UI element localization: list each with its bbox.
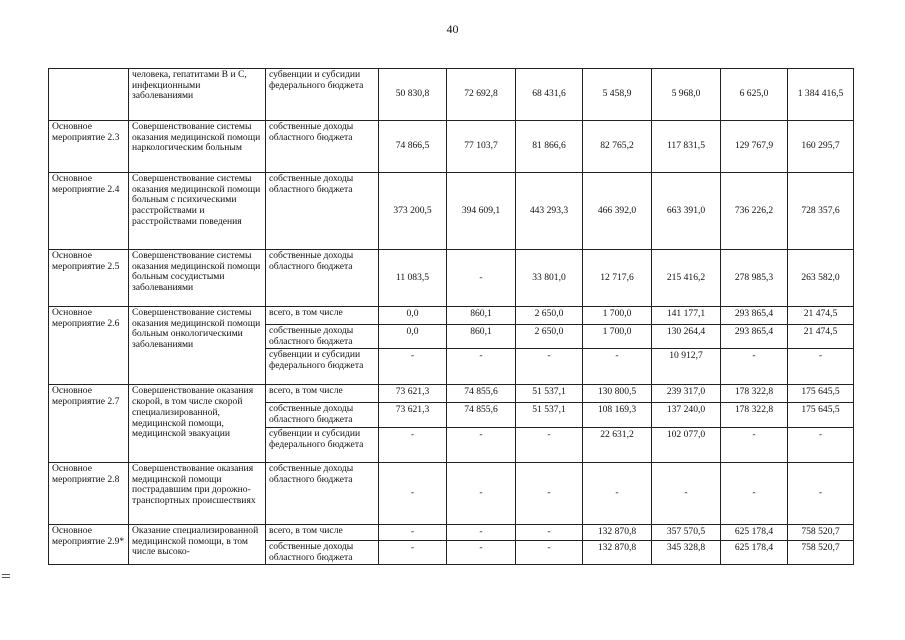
value-cell: -	[516, 524, 583, 540]
value-cell: 293 865,4	[721, 307, 788, 325]
value-cell: 51 537,1	[516, 403, 583, 427]
table-row	[49, 69, 854, 121]
value-cell: 130 264,4	[652, 325, 721, 349]
value-cell: 68 431,6	[516, 69, 583, 121]
value-cell: -	[379, 540, 447, 564]
value-cell: 215 416,2	[652, 250, 721, 307]
description-cell: Совершенствование системы оказания медицинской помощи наркологическим больным	[129, 121, 266, 173]
value-cell: 102 077,0	[652, 427, 721, 462]
value-cell: -	[721, 462, 788, 524]
value-cell: 129 767,9	[721, 121, 788, 173]
value-cell: 117 831,5	[652, 121, 721, 173]
funding-source-cell: субвенции и субсидии федерального бюджета	[266, 69, 379, 121]
value-cell: 6 625,0	[721, 69, 788, 121]
value-cell: 137 240,0	[652, 403, 721, 427]
description-cell: Совершенствование оказания медицинской помощи пострадавшим при дорожно-транспортных происшествиях	[129, 462, 266, 524]
measure-cell: Основное мероприятие 2.4	[49, 173, 129, 250]
page-number: 40	[446, 22, 459, 36]
value-cell: 663 391,0	[652, 173, 721, 250]
measure-cell	[49, 69, 129, 121]
value-cell: -	[379, 427, 447, 462]
value-cell: 0,0	[379, 325, 447, 349]
value-cell: 132 870,8	[583, 524, 652, 540]
table-row	[49, 462, 854, 524]
funding-source-cell: собственные доходы областного бюджета	[266, 173, 379, 250]
funding-source-cell: собственные доходы областного бюджета	[266, 325, 379, 349]
measure-cell: Основное мероприятие 2.7	[49, 385, 129, 462]
table-row	[49, 307, 854, 325]
value-cell: -	[379, 524, 447, 540]
value-cell: 625 178,4	[721, 524, 788, 540]
value-cell: 2 650,0	[516, 307, 583, 325]
value-cell: 736 226,2	[721, 173, 788, 250]
value-cell: 860,1	[447, 307, 516, 325]
value-cell: 12 717,6	[583, 250, 652, 307]
value-cell: 77 103,7	[447, 121, 516, 173]
funding-source-cell: собственные доходы областного бюджета	[266, 462, 379, 524]
value-cell: 373 200,5	[379, 173, 447, 250]
value-cell: 5 968,0	[652, 69, 721, 121]
value-cell: -	[583, 349, 652, 385]
value-cell: 73 621,3	[379, 385, 447, 403]
value-cell: 81 866,6	[516, 121, 583, 173]
funding-source-cell: всего, в том числе	[266, 385, 379, 403]
value-cell: -	[652, 462, 721, 524]
value-cell: 22 631,2	[583, 427, 652, 462]
value-cell: -	[447, 540, 516, 564]
value-cell: 625 178,4	[721, 540, 788, 564]
value-cell: 5 458,9	[583, 69, 652, 121]
description-cell: Совершенствование системы оказания медицинской помощи больным онкологическими заболеваниями	[129, 307, 266, 385]
value-cell: -	[447, 349, 516, 385]
value-cell: -	[447, 250, 516, 307]
funding-source-cell: всего, в том числе	[266, 524, 379, 540]
value-cell: 178 322,8	[721, 403, 788, 427]
value-cell: 728 357,6	[788, 173, 854, 250]
value-cell: 758 520,7	[788, 524, 854, 540]
value-cell: 345 328,8	[652, 540, 721, 564]
value-cell: -	[788, 427, 854, 462]
value-cell: 0,0	[379, 307, 447, 325]
value-cell: 443 293,3	[516, 173, 583, 250]
measure-cell: Основное мероприятие 2.3	[49, 121, 129, 173]
value-cell: 33 801,0	[516, 250, 583, 307]
value-cell: 141 177,1	[652, 307, 721, 325]
value-cell: 130 800,5	[583, 385, 652, 403]
value-cell: 74 855,6	[447, 403, 516, 427]
value-cell: 263 582,0	[788, 250, 854, 307]
value-cell: -	[788, 462, 854, 524]
measure-cell: Основное мероприятие 2.8	[49, 462, 129, 524]
value-cell: -	[721, 427, 788, 462]
value-cell: 178 322,8	[721, 385, 788, 403]
table-row	[49, 524, 854, 540]
description-cell: Оказание специализированной медицинской помощи, в том числе высоко-	[129, 524, 266, 564]
value-cell: 357 570,5	[652, 524, 721, 540]
value-cell: -	[788, 349, 854, 385]
margin-mark	[2, 577, 10, 578]
table-row	[49, 121, 854, 173]
value-cell: -	[516, 349, 583, 385]
value-cell: 466 392,0	[583, 173, 652, 250]
value-cell: 175 645,5	[788, 403, 854, 427]
table-row	[49, 173, 854, 250]
measure-cell: Основное мероприятие 2.9*	[49, 524, 129, 564]
value-cell: 50 830,8	[379, 69, 447, 121]
value-cell: 74 855,6	[447, 385, 516, 403]
value-cell: -	[447, 524, 516, 540]
measure-cell: Основное мероприятие 2.5	[49, 250, 129, 307]
value-cell: 394 609,1	[447, 173, 516, 250]
value-cell: 108 169,3	[583, 403, 652, 427]
value-cell: -	[516, 462, 583, 524]
value-cell: 860,1	[447, 325, 516, 349]
value-cell: 10 912,7	[652, 349, 721, 385]
value-cell: -	[516, 540, 583, 564]
value-cell: 72 692,8	[447, 69, 516, 121]
value-cell: 1 700,0	[583, 325, 652, 349]
value-cell: 82 765,2	[583, 121, 652, 173]
value-cell: 293 865,4	[721, 325, 788, 349]
description-cell: Совершенствование оказания скорой, в том числе скорой специализированной, медицинской помощи, медицинской эвакуации	[129, 385, 266, 462]
value-cell: 74 866,5	[379, 121, 447, 173]
value-cell: 239 317,0	[652, 385, 721, 403]
margin-mark	[2, 574, 10, 575]
description-cell: человека, гепатитами В и С, инфекционными заболеваниями	[129, 69, 266, 121]
funding-source-cell: субвенции и субсидии федерального бюджета	[266, 349, 379, 385]
funding-source-cell: собственные доходы областного бюджета	[266, 250, 379, 307]
funding-source-cell: субвенции и субсидии федерального бюджета	[266, 427, 379, 462]
value-cell: -	[447, 427, 516, 462]
funding-source-cell: собственные доходы областного бюджета	[266, 121, 379, 173]
value-cell: 1 384 416,5	[788, 69, 854, 121]
budget-table	[48, 68, 854, 565]
value-cell: 21 474,5	[788, 325, 854, 349]
description-cell: Совершенствование системы оказания медицинской помощи больным с психическими расстройствами и расстройствами поведения	[129, 173, 266, 250]
value-cell: -	[583, 462, 652, 524]
value-cell: 51 537,1	[516, 385, 583, 403]
value-cell: -	[379, 349, 447, 385]
table-body	[49, 69, 854, 565]
value-cell: 11 083,5	[379, 250, 447, 307]
table-row	[49, 250, 854, 307]
value-cell: 2 650,0	[516, 325, 583, 349]
description-cell: Совершенствование системы оказания медицинской помощи больным сосудистыми заболеваниями	[129, 250, 266, 307]
table-row	[49, 385, 854, 403]
funding-source-cell: собственные доходы областного бюджета	[266, 540, 379, 564]
value-cell: -	[379, 462, 447, 524]
value-cell: 73 621,3	[379, 403, 447, 427]
value-cell: 758 520,7	[788, 540, 854, 564]
funding-source-cell: всего, в том числе	[266, 307, 379, 325]
value-cell: 278 985,3	[721, 250, 788, 307]
value-cell: -	[447, 462, 516, 524]
value-cell: 132 870,8	[583, 540, 652, 564]
measure-cell: Основное мероприятие 2.6	[49, 307, 129, 385]
value-cell: -	[516, 427, 583, 462]
value-cell: 175 645,5	[788, 385, 854, 403]
value-cell: -	[721, 349, 788, 385]
value-cell: 160 295,7	[788, 121, 854, 173]
value-cell: 1 700,0	[583, 307, 652, 325]
value-cell: 21 474,5	[788, 307, 854, 325]
funding-source-cell: собственные доходы областного бюджета	[266, 403, 379, 427]
